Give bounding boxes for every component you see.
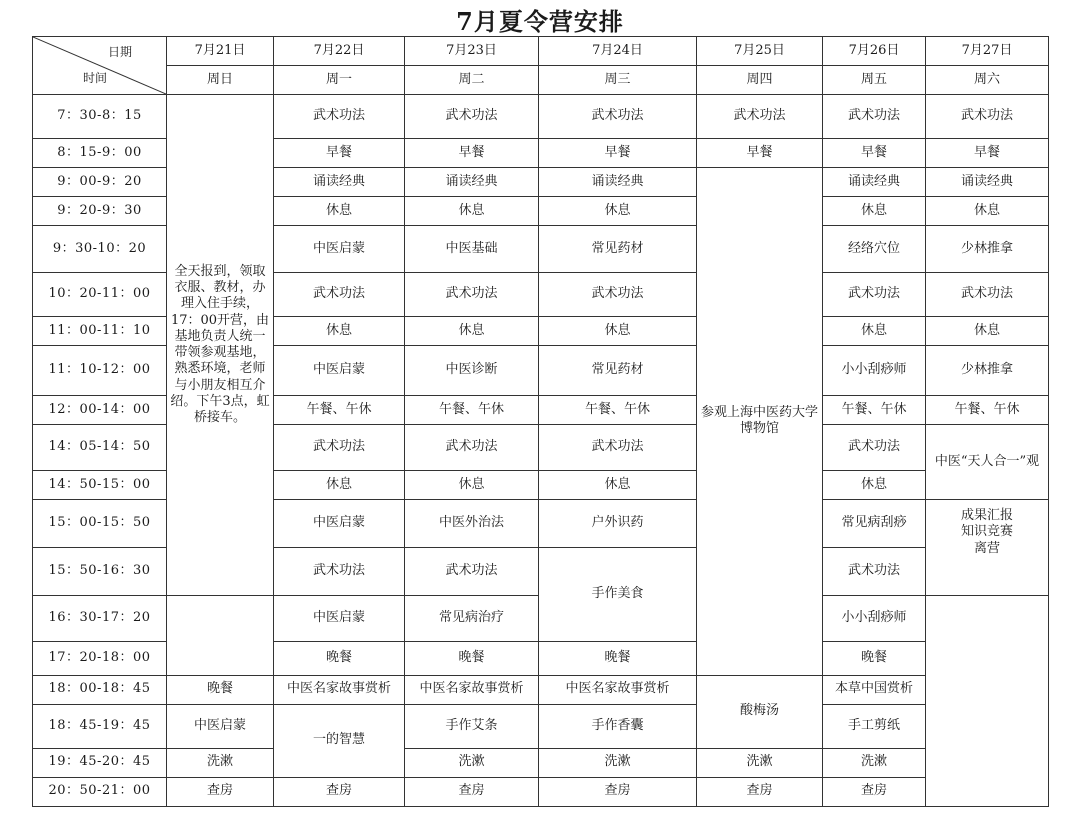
schedule-cell: 午餐、午休: [823, 396, 926, 425]
corner-header-cell: [33, 37, 167, 95]
schedule-cell: 晚餐: [823, 642, 926, 676]
schedule-cell: 查房: [274, 777, 405, 806]
weekday-header: 周四: [697, 66, 823, 95]
arrival-day-cell: 全天报到，领取衣服、教材，办理入住手续，17：00开营，由基地负责人统一带领参观基地，熟悉环境，老师与小朋友相互介绍。下午3点，虹桥接车。: [167, 95, 274, 596]
time-cell: 17：20-18：00: [33, 642, 167, 676]
schedule-cell: 常见药材: [539, 226, 697, 273]
schedule-cell: 查房: [823, 777, 926, 806]
time-cell: 8：15-9：00: [33, 139, 167, 168]
time-cell: 15：00-15：50: [33, 500, 167, 548]
schedule-cell: 武术功法: [926, 95, 1049, 139]
schedule-cell: 洗漱: [697, 748, 823, 777]
schedule-cell: 休息: [274, 317, 405, 346]
schedule-cell: 早餐: [405, 139, 539, 168]
schedule-cell: 武术功法: [926, 273, 1049, 317]
time-cell: 15：50-16：30: [33, 548, 167, 596]
schedule-cell: 武术功法: [823, 95, 926, 139]
schedule-cell: 诵读经典: [926, 168, 1049, 197]
schedule-cell: 休息: [274, 197, 405, 226]
table-row: [33, 95, 1049, 139]
schedule-cell: 小小刮痧师: [823, 346, 926, 396]
museum-visit-cell: 参观上海中医药大学博物馆: [697, 168, 823, 676]
closing-cell: 成果汇报 知识竞赛 离营: [926, 500, 1049, 596]
schedule-cell: 中医启蒙: [274, 596, 405, 642]
schedule-cell: 午餐、午休: [274, 396, 405, 425]
schedule-cell: 武术功法: [274, 273, 405, 317]
time-cell: 9：00-9：20: [33, 168, 167, 197]
schedule-cell: 中医“天人合一”观: [926, 425, 1049, 500]
schedule-cell: 晚餐: [539, 642, 697, 676]
time-cell: 7：30-8：15: [33, 95, 167, 139]
schedule-cell: 武术功法: [539, 273, 697, 317]
schedule-cell: 常见病刮痧: [823, 500, 926, 548]
schedule-cell: 武术功法: [823, 425, 926, 471]
schedule-cell: 武术功法: [274, 95, 405, 139]
schedule-cell: 小小刮痧师: [823, 596, 926, 642]
schedule-cell: 中医名家故事赏析: [405, 675, 539, 704]
schedule-cell: 诵读经典: [274, 168, 405, 197]
schedule-table: [32, 36, 1049, 807]
date-header: 7月25日: [697, 37, 823, 66]
schedule-cell: 武术功法: [274, 548, 405, 596]
table-row: [33, 675, 1049, 704]
schedule-cell: 诵读经典: [539, 168, 697, 197]
schedule-cell: 休息: [539, 471, 697, 500]
schedule-cell: 查房: [167, 777, 274, 806]
schedule-cell: 少林推拿: [926, 226, 1049, 273]
schedule-cell: 早餐: [274, 139, 405, 168]
schedule-cell: 查房: [539, 777, 697, 806]
schedule-cell: 诵读经典: [405, 168, 539, 197]
schedule-cell: 武术功法: [823, 548, 926, 596]
schedule-cell: 中医基础: [405, 226, 539, 273]
time-cell: 18：45-19：45: [33, 704, 167, 748]
time-cell: 9：30-10：20: [33, 226, 167, 273]
schedule-cell: 手工剪纸: [823, 704, 926, 748]
schedule-cell: 休息: [926, 317, 1049, 346]
schedule-cell: 早餐: [539, 139, 697, 168]
table-row: [33, 704, 1049, 748]
schedule-cell: 洗漱: [167, 748, 274, 777]
weekday-header: 周三: [539, 66, 697, 95]
schedule-cell: 武术功法: [405, 548, 539, 596]
page-title: 7月夏令营安排: [456, 7, 624, 36]
schedule-cell: 早餐: [926, 139, 1049, 168]
table-row: [33, 748, 1049, 777]
schedule-cell: 洗漱: [539, 748, 697, 777]
schedule-cell: 中医启蒙: [274, 500, 405, 548]
weekday-header: 周五: [823, 66, 926, 95]
time-cell: 20：50-21：00: [33, 777, 167, 806]
header-weekday-row: [33, 66, 1049, 95]
schedule-cell: 中医外治法: [405, 500, 539, 548]
schedule-cell: 经络穴位: [823, 226, 926, 273]
schedule-cell: 休息: [823, 317, 926, 346]
schedule-cell: 诵读经典: [823, 168, 926, 197]
schedule-cell: 洗漱: [405, 748, 539, 777]
schedule-cell: 早餐: [697, 139, 823, 168]
date-header: 7月21日: [167, 37, 274, 66]
schedule-cell: 中医启蒙: [274, 346, 405, 396]
schedule-cell: 休息: [539, 197, 697, 226]
schedule-cell: 晚餐: [167, 675, 274, 704]
time-cell: 16：30-17：20: [33, 596, 167, 642]
schedule-cell: 早餐: [823, 139, 926, 168]
schedule-cell: 常见药材: [539, 346, 697, 396]
date-header: 7月22日: [274, 37, 405, 66]
schedule-cell: 手作美食: [539, 548, 697, 642]
schedule-cell: 武术功法: [274, 425, 405, 471]
schedule-cell: 武术功法: [539, 425, 697, 471]
schedule-cell: 武术功法: [405, 273, 539, 317]
schedule-cell: 中医名家故事赏析: [539, 675, 697, 704]
schedule-cell: 武术功法: [539, 95, 697, 139]
schedule-cell: 中医名家故事赏析: [274, 675, 405, 704]
schedule-cell: 休息: [926, 197, 1049, 226]
time-cell: 9：20-9：30: [33, 197, 167, 226]
schedule-cell: 中医启蒙: [274, 226, 405, 273]
schedule-cell: 查房: [405, 777, 539, 806]
weekday-header: 周六: [926, 66, 1049, 95]
date-header: 7月24日: [539, 37, 697, 66]
empty-cell: [926, 596, 1049, 807]
schedule-cell: 手作艾条: [405, 704, 539, 748]
header-date-row: [33, 37, 1049, 66]
schedule-cell: 一的智慧: [274, 704, 405, 777]
schedule-cell: 常见病治疗: [405, 596, 539, 642]
time-cell: 12：00-14：00: [33, 396, 167, 425]
schedule-cell: 户外识药: [539, 500, 697, 548]
schedule-cell: 中医启蒙: [167, 704, 274, 748]
schedule-cell: 洗漱: [823, 748, 926, 777]
schedule-cell: 休息: [405, 197, 539, 226]
schedule-cell: 手作香囊: [539, 704, 697, 748]
time-cell: 11：00-11：10: [33, 317, 167, 346]
time-cell: 19：45-20：45: [33, 748, 167, 777]
schedule-cell: 晚餐: [405, 642, 539, 676]
schedule-cell: 休息: [823, 471, 926, 500]
schedule-cell: 本草中国赏析: [823, 675, 926, 704]
schedule-cell: 休息: [405, 317, 539, 346]
date-header: 7月23日: [405, 37, 539, 66]
time-cell: 18：00-18：45: [33, 675, 167, 704]
time-cell: 14：50-15：00: [33, 471, 167, 500]
corner-time-label: 时间: [83, 71, 108, 85]
date-header: 7月26日: [823, 37, 926, 66]
weekday-header: 周二: [405, 66, 539, 95]
time-cell: 11：10-12：00: [33, 346, 167, 396]
time-cell: 14：05-14：50: [33, 425, 167, 471]
schedule-cell: 武术功法: [405, 425, 539, 471]
schedule-cell: 中医诊断: [405, 346, 539, 396]
schedule-cell: 武术功法: [697, 95, 823, 139]
schedule-cell: 休息: [274, 471, 405, 500]
schedule-cell: 午餐、午休: [539, 396, 697, 425]
schedule-cell: 酸梅汤: [697, 675, 823, 748]
schedule-cell: 休息: [405, 471, 539, 500]
schedule-cell: 休息: [823, 197, 926, 226]
schedule-cell: 武术功法: [823, 273, 926, 317]
corner-date-label: 日期: [107, 45, 132, 59]
schedule-cell: 休息: [539, 317, 697, 346]
schedule-cell: 武术功法: [405, 95, 539, 139]
schedule-cell: 晚餐: [274, 642, 405, 676]
date-header: 7月27日: [926, 37, 1049, 66]
schedule-cell: 午餐、午休: [926, 396, 1049, 425]
empty-cell: [167, 596, 274, 676]
schedule-cell: 查房: [697, 777, 823, 806]
weekday-header: 周日: [167, 66, 274, 95]
time-cell: 10：20-11：00: [33, 273, 167, 317]
schedule-cell: 午餐、午休: [405, 396, 539, 425]
weekday-header: 周一: [274, 66, 405, 95]
schedule-cell: 少林推拿: [926, 346, 1049, 396]
table-row: [33, 777, 1049, 806]
